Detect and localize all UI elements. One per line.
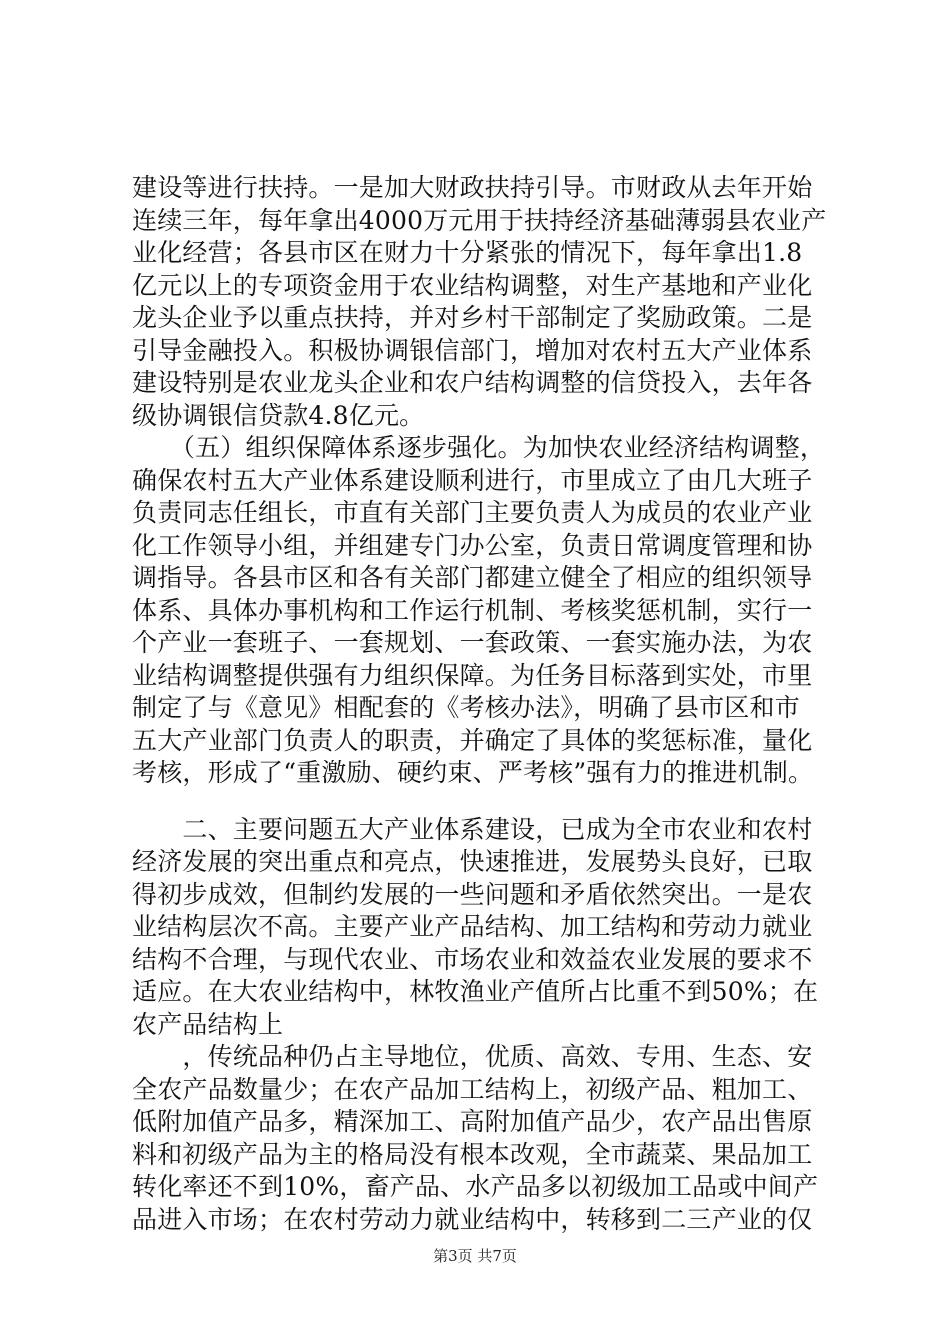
text-line: 得初步成效，但制约发展的一些问题和矛盾依然突出。一是农 <box>132 879 813 909</box>
text-line: 龙头企业予以重点扶持，并对乡村干部制定了奖励政策。二是 <box>132 303 813 332</box>
text-line: 五大产业部门负责人的职责，并确定了具体的奖惩标准，量化 <box>132 725 813 755</box>
text-line: 考核，形成了“重激励、硬约束、严考核”强有力的推进机制。 <box>132 758 814 787</box>
text-line: 调指导。各县市区和各有关部门都建立健全了相应的组织领导 <box>132 563 813 592</box>
text-line: 经济发展的突出重点和亮点，快速推进，发展势头良好，已取 <box>132 847 813 876</box>
text-line: 适应。在大农业结构中，林牧渔业产值所占比重不到50%；在 <box>132 977 819 1006</box>
text-line: 农产品结构上 <box>132 1009 284 1039</box>
text-line: 确保农村五大产业体系建设顺利进行，市里成立了由几大班子 <box>132 465 813 495</box>
text-line: 级协调银信贷款4.8亿元。 <box>132 400 425 430</box>
text-line: 连续三年，每年拿出4000万元用于扶持经济基础薄弱县农业产 <box>132 205 827 235</box>
text-line: 建设特别是农业龙头企业和农户结构调整的信贷投入，去年各 <box>132 368 813 397</box>
text-line: ，传统品种仍占主导地位，优质、高效、专用、生态、安 <box>132 1042 813 1071</box>
text-line: 转化率还不到10%，畜产品、水产品多以初级加工品或中间产 <box>132 1172 819 1201</box>
text-line: 体系、具体办事机构和工作运行机制、考核奖惩机制，实行一 <box>132 595 813 625</box>
text-line: 建设等进行扶持。一是加大财政扶持引导。市财政从去年开始 <box>132 173 813 202</box>
text-line: 业结构调整提供强有力组织保障。为任务目标落到实处，市里 <box>132 660 813 690</box>
text-line: 负责同志任组长，市直有关部门主要负责人为成员的农业产业 <box>132 498 813 527</box>
text-line: 低附加值产品多，精深加工、高附加值产品少，农产品出售原 <box>132 1107 813 1136</box>
text-line: 化工作领导小组，并组建专门办公室，负责日常调度管理和协 <box>132 530 813 560</box>
text-line: 二、主要问题五大产业体系建设，已成为全市农业和农村 <box>132 814 813 844</box>
text-line: 业结构层次不高。主要产业产品结构、加工结构和劳动力就业 <box>132 912 813 941</box>
text-line: 全农产品数量少；在农产品加工结构上，初级产品、粗加工、 <box>132 1074 813 1104</box>
text-line: 品进入市场；在农村劳动力就业结构中，转移到二三产业的仅 <box>132 1204 813 1234</box>
text-line: 料和初级产品为主的格局没有根本改观，全市蔬菜、果品加工 <box>132 1139 813 1169</box>
text-line: 结构不合理，与现代农业、市场农业和效益农业发展的要求不 <box>132 944 813 974</box>
text-line: 亿元以上的专项资金用于农业结构调整，对生产基地和产业化 <box>132 270 813 300</box>
text-line: 引导金融投入。积极协调银信部门，增加对农村五大产业体系 <box>132 335 813 365</box>
text-line: 业化经营；各县市区在财力十分紧张的情况下，每年拿出1.8 <box>132 238 803 267</box>
text-line: 制定了与《意见》相配套的《考核办法》，明确了县市区和市 <box>132 693 800 722</box>
text-line: 个产业一套班子、一套规划、一套政策、一套实施办法，为农 <box>132 628 813 657</box>
page-number: 第3页 共7页 <box>433 1247 517 1265</box>
text-line: （五）组织保障体系逐步强化。为加快农业经济结构调整， <box>132 433 826 462</box>
